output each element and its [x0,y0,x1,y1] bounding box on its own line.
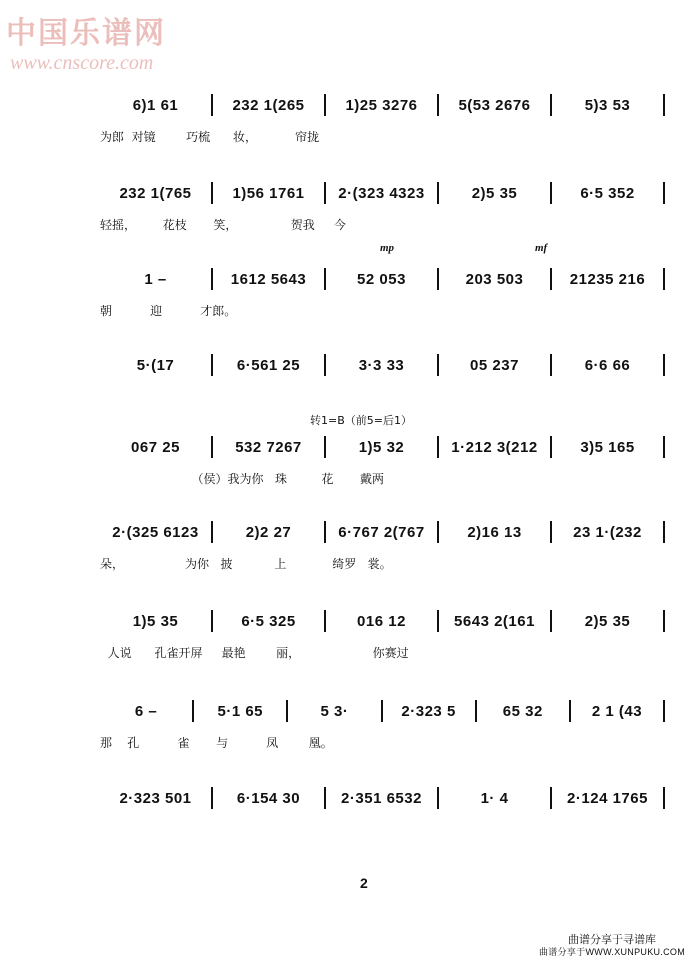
measure: 5·(17 [136,356,175,374]
watermark-url: www.cnscore.com [10,52,154,74]
measure: 532 7267 [235,438,302,456]
measure: 067 25 [131,438,180,456]
measure: 2)2 27 [245,523,292,541]
measure: 52 053 [357,270,406,288]
measure: 016 12 [357,612,406,630]
measure: 6·5 352 [580,184,635,202]
measure: 6·6 66 [584,356,631,374]
page-number: 2 [360,875,368,891]
measure: 2·(323 4323 [338,184,425,202]
score-row [100,696,665,782]
measures [100,517,665,547]
watermark-site-name: 中国乐谱网 [6,16,166,51]
measure: 2·(325 6123 [112,523,199,541]
score-row [100,90,665,176]
measure: 3)5 165 [580,438,635,456]
measure: 5(53 2676 [458,96,531,114]
measures [100,264,665,294]
measure: 1 – [144,270,167,288]
lyrics-line: 那 孔 雀 与 凤 凰。 [100,736,333,750]
measure: 5·1 65 [217,702,264,720]
barline [663,354,665,376]
measures [100,178,665,208]
barline [663,521,665,543]
measure: 1)25 3276 [345,96,418,114]
measure: 1)5 35 [132,612,179,630]
barline [663,268,665,290]
measure: 1· 4 [480,789,509,807]
measure: 3·3 33 [358,356,405,374]
score-row [100,517,665,603]
measure: 232 1(265 [232,96,305,114]
watermark [6,8,206,78]
measure: 5 3· [320,702,349,720]
measure: 65 32 [502,702,543,720]
score-row [100,606,665,692]
measure: 05 237 [470,356,519,374]
measure: 2·323 501 [119,789,192,807]
lyrics-line: 轻摇， 花枝 笑， 贺我 今 [100,218,346,232]
measure: 1·212 3(212 [451,438,538,456]
measure: 6)1 61 [132,96,179,114]
measures [100,783,665,813]
measure: 2)16 13 [467,523,522,541]
measure: 6·5 325 [241,612,296,630]
measure: 5)3 53 [584,96,631,114]
measure: 6·154 30 [236,789,301,807]
barline [663,610,665,632]
measure: 2·124 1765 [567,789,648,807]
footer-line-2: 曲谱分享于WWW.XUNPUKU.COM [539,947,685,957]
score-row [100,242,665,350]
measure: 2)5 35 [471,184,518,202]
measure: 1)5 32 [358,438,405,456]
lyrics-line: （侯）我为你 珠 花 戴两 [100,472,385,486]
measure: 2·323 5 [401,702,456,720]
measure: 6 – [134,702,158,720]
measure: 1612 5643 [230,270,307,288]
barline [663,787,665,809]
measure: 5643 2(161 [454,612,535,630]
barline [663,436,665,458]
measure: 203 503 [465,270,524,288]
measure: 6·767 2(767 [338,523,425,541]
barline [663,182,665,204]
measure: 1)56 1761 [232,184,305,202]
measure: 232 1(765 [119,184,192,202]
lyrics-line: 朵， 为你 披 上 绮罗 裳。 [100,557,392,571]
measure: 6·561 25 [236,356,301,374]
measure: 2)5 35 [584,612,631,630]
barline [663,94,665,116]
barline [663,700,665,722]
measure: 2·351 6532 [341,789,422,807]
measures [100,432,665,462]
measures [100,90,665,120]
measures [100,350,665,380]
dynamic-marking: mf [535,242,548,254]
footer [539,933,685,959]
score-row [100,414,665,518]
footer-line-1: 曲谱分享于寻谱库 [568,933,656,946]
measures [100,696,665,726]
score-row [100,783,665,869]
lyrics-line: 为郎 对镜 巧梳 妆， 帘拢 [100,130,320,144]
dynamic-marking: mp [380,242,395,254]
measure: 23 1·(232 [573,523,642,541]
measures [100,606,665,636]
measure: 2 1 (43 [591,702,643,720]
key-change-annotation: 转1=B（前5=后1） [310,414,412,427]
lyrics-line: 朝 迎 才郎。 [100,304,237,318]
measure: 21235 216 [569,270,646,288]
lyrics-line: 人说 孔雀开屏 最艳 丽， 你赛过 [100,646,409,660]
